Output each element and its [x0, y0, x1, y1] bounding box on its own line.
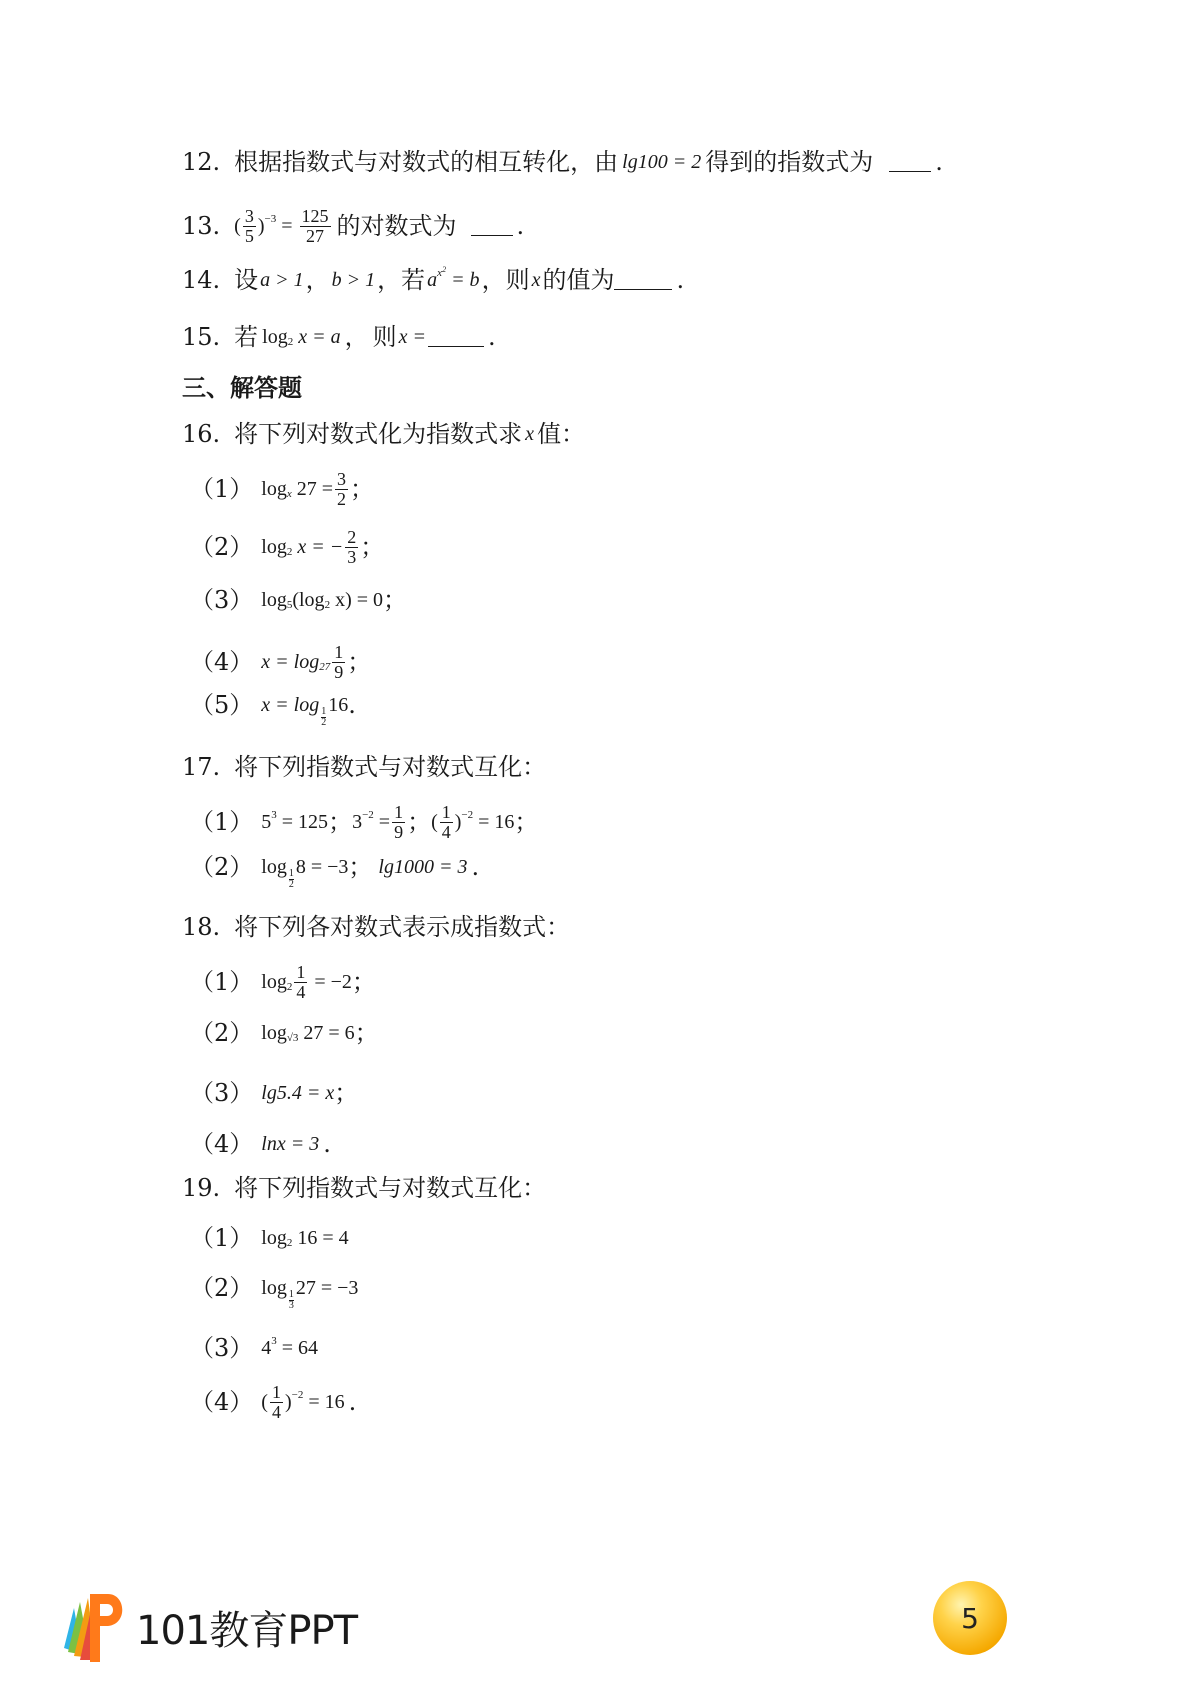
- logo-text: 101教育PPT: [136, 1608, 358, 1654]
- math-expression: log $_2$ 16 = 4: [261, 1227, 349, 1249]
- answer-blank[interactable]: [889, 153, 931, 172]
- math-expression: ( $\frac{3}{5}$ ) $^{-3}$ = $\frac{125}{27}$: [234, 206, 329, 246]
- math-expression: ( $\frac{1}{4}$ ) $^{-2}$ = 16: [261, 1382, 345, 1422]
- answer-blank[interactable]: [614, 271, 672, 290]
- q19-part-2: （2） log $\frac{1}{3}$ 27 = −3: [190, 1274, 359, 1311]
- math-expression: log $_x$ 27 = $\frac{3}{2}$: [261, 469, 347, 509]
- question-number: 14.: [182, 266, 221, 294]
- math-expression: x = log $\frac{1}{2}$ 16: [261, 694, 349, 728]
- q16-part-5: （5） x = log $\frac{1}{2}$ 16 .: [190, 691, 356, 728]
- math-expression: a $^{x^2}$ = b: [427, 264, 480, 291]
- q18-part-4: （4） lnx = 3 .: [190, 1130, 331, 1158]
- math-expression: 5 $^3$ = 125: [261, 808, 329, 834]
- math-expression: 3 $^{-2}$ = $\frac{1}{9}$: [352, 802, 404, 842]
- question-12: 12. 根据指数式与对数式的相互转化，由 lg100 = 2 得到的指数式为 .: [182, 148, 943, 176]
- question-number: 19.: [182, 1174, 221, 1202]
- question-18: 18. 将下列各对数式表示成指数式：: [182, 913, 571, 941]
- q16-part-1: （1） log $_x$ 27 = $\frac{3}{2}$ ；: [190, 469, 375, 509]
- q19-part-3: （3） 4 $^3$ = 64: [190, 1334, 319, 1362]
- math-expression: log $_2$ x = a: [262, 326, 341, 348]
- question-19: 19. 将下列指数式与对数式互化：: [182, 1174, 547, 1202]
- math-expression: lg1000 = 3: [378, 856, 468, 878]
- question-16: 16. 将下列对数式化为指数式求 x 值：: [182, 420, 586, 448]
- math-expression: lg100 = 2: [622, 151, 702, 173]
- q18-part-2: （2） log $_{√3}$ 27 = 6 ；: [190, 1019, 379, 1047]
- math-expression: lg5.4 = x: [261, 1082, 335, 1104]
- section-heading: 三、解答题: [182, 373, 302, 402]
- math-expression: log $\frac{1}{2}$ 8 = −3: [261, 856, 349, 890]
- math-expression: log $_2$ x = − $\frac{2}{3}$: [261, 527, 357, 567]
- math-expression: ( $\frac{1}{4}$ ) $^{-2}$ = 16: [431, 802, 515, 842]
- answer-blank[interactable]: [428, 328, 484, 347]
- question-14: 14. 设 a > 1 ， b > 1 ， 若 a $^{x^2}$ = b ， 则 x 的值为 .: [182, 264, 685, 294]
- answer-blank[interactable]: [471, 217, 513, 236]
- q17-part-2: （2） log $\frac{1}{2}$ 8 = −3 ； lg1000 = 3 .: [190, 853, 480, 890]
- brand-logo: [60, 1590, 357, 1665]
- math-expression: 4 $^3$ = 64: [261, 1334, 319, 1359]
- question-number: 12.: [182, 148, 221, 176]
- question-number: 17.: [182, 753, 221, 781]
- math-expression: log $_2$ $\frac{1}{4}$ = −2: [261, 962, 352, 1002]
- question-13: 13. ( $\frac{3}{5}$ ) $^{-3}$ = $\frac{125}{27}$ 的对数式为 .: [182, 206, 525, 246]
- math-expression: lnx = 3: [261, 1133, 320, 1155]
- question-17: 17. 将下列指数式与对数式互化：: [182, 753, 547, 781]
- page-number-badge: 5: [933, 1581, 1007, 1655]
- question-number: 13.: [182, 212, 221, 241]
- q16-part-2: （2） log $_2$ x = − $\frac{2}{3}$ ；: [190, 527, 385, 567]
- logo-p-icon: [60, 1590, 130, 1665]
- question-number: 18.: [182, 913, 221, 941]
- q19-part-4: （4） ( $\frac{1}{4}$ ) $^{-2}$ = 16 .: [190, 1382, 357, 1422]
- math-expression: x = log $_{27}$ $\frac{1}{9}$: [261, 642, 344, 682]
- question-number: 16.: [182, 420, 221, 448]
- q16-part-3: （3） log $_5$ (log $_2$ x) = 0 ；: [190, 586, 408, 614]
- q16-part-4: （4） x = log $_{27}$ $\frac{1}{9}$ ；: [190, 642, 372, 682]
- math-expression: log $\frac{1}{3}$ 27 = −3: [261, 1277, 359, 1311]
- q19-part-1: （1） log $_2$ 16 = 4: [190, 1224, 349, 1252]
- q18-part-1: （1） log $_2$ $\frac{1}{4}$ = −2 ；: [190, 962, 376, 1002]
- q18-part-3: （3） lg5.4 = x ；: [190, 1079, 359, 1107]
- q17-part-1: （1） 5 $^3$ = 125 ； 3 $^{-2}$ = $\frac{1}{9}$ ； ( $\frac{1}{4}$ ) $^{-2}$ = 16 ；: [190, 802, 539, 842]
- math-expression: log $_{√3}$ 27 = 6: [261, 1022, 355, 1044]
- math-expression: log $_5$ (log $_2$ x) = 0: [261, 589, 384, 611]
- question-number: 15.: [182, 323, 221, 351]
- question-15: 15. 若 log $_2$ x = a ， 则 x = .: [182, 323, 496, 351]
